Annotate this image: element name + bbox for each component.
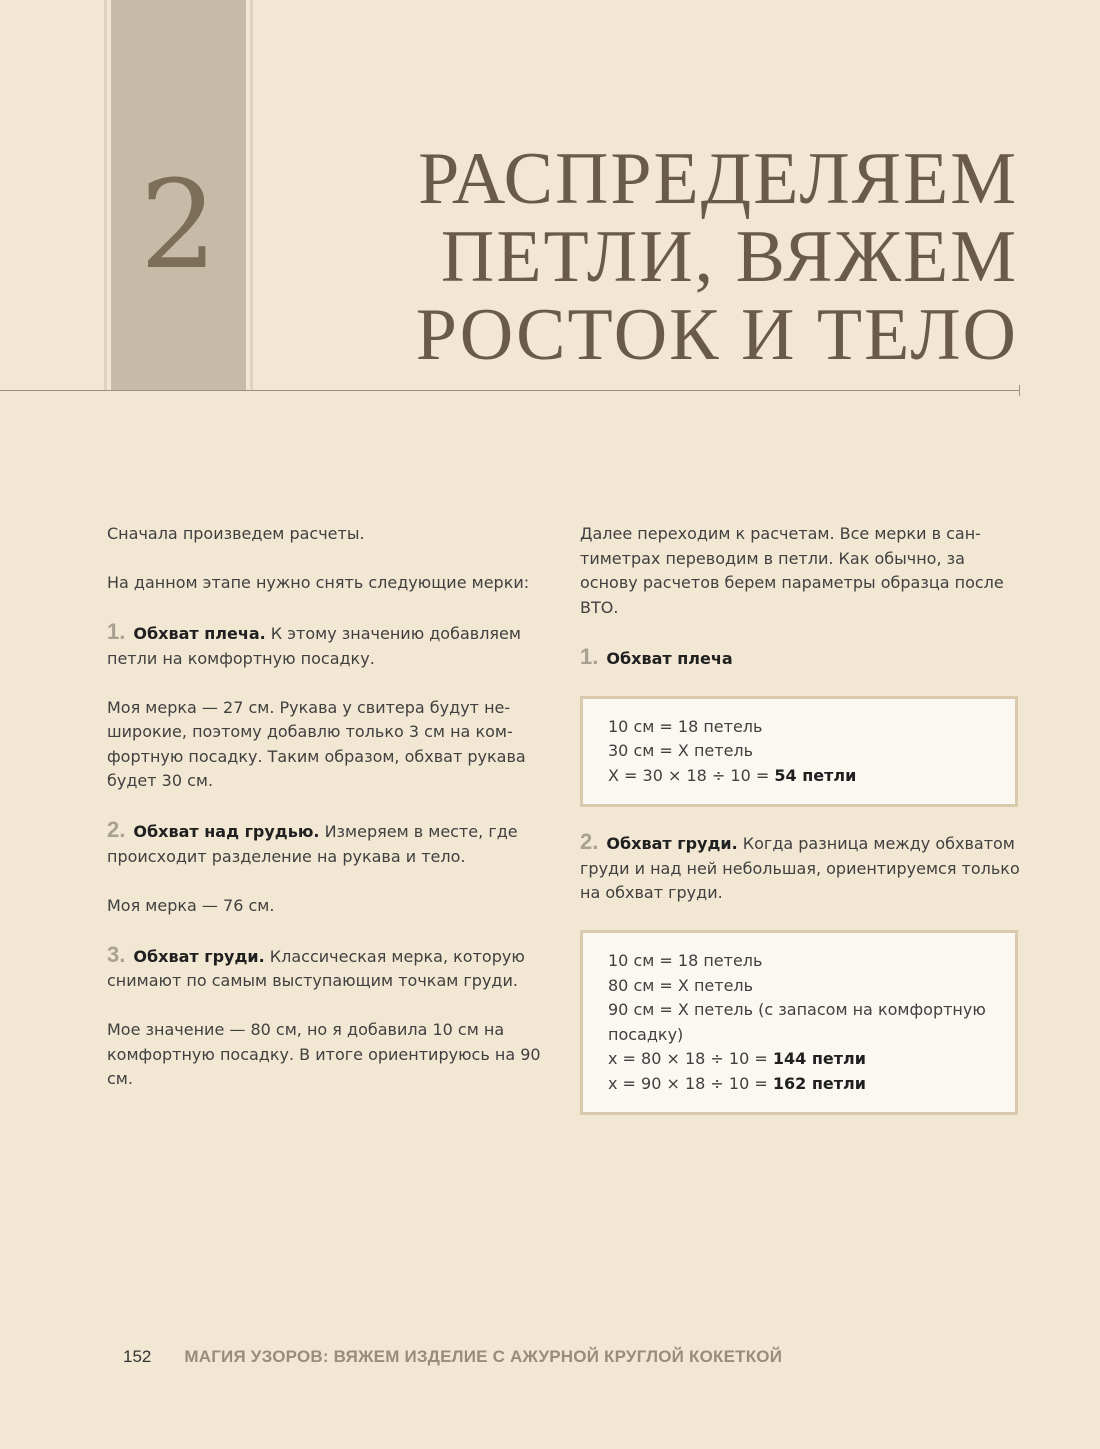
chapter-title-line-1: РАСПРЕДЕЛЯЕМ xyxy=(418,138,1018,220)
calc-result-line xyxy=(608,1047,991,1072)
item-number: 2. xyxy=(107,817,126,842)
calc-result: 144 петли xyxy=(772,1049,866,1068)
page-footer xyxy=(123,1345,782,1369)
item-number: 1. xyxy=(107,619,126,644)
measure-item-1 xyxy=(107,620,549,671)
chapter-title-line-3: РОСТОК И ТЕЛО xyxy=(415,294,1018,376)
chapter-stripe-left xyxy=(104,0,107,390)
chapter-title-line-2: ПЕТЛИ, ВЯЖЕМ xyxy=(440,216,1018,298)
calc-result: 54 петли xyxy=(774,765,857,785)
item-text: Классическая мерка, которую снимают по самым выступающим точкам груди. xyxy=(107,946,525,990)
item-text: Измеряем в месте, где происходит разделение на рукава и тело. xyxy=(107,822,518,866)
chapter-title xyxy=(416,140,1018,374)
measure-item-2 xyxy=(107,818,549,869)
chapter-stripe-right xyxy=(250,0,253,390)
right-column xyxy=(580,522,1022,1138)
calc-result: 162 петли xyxy=(772,1073,866,1093)
measures-intro-paragraph: На данном этапе нужно снять следующие мерки: xyxy=(107,573,530,592)
item-title: Обхват плеча xyxy=(606,648,733,668)
calc-line: 80 см = X петель xyxy=(608,975,754,995)
measure-item-3 xyxy=(107,943,549,994)
calc-line: 10 см = 18 петель xyxy=(608,951,763,970)
calc-item-1-heading xyxy=(580,645,1022,672)
calc-result-line xyxy=(608,1072,991,1097)
left-column xyxy=(107,522,549,1116)
calc-result-line xyxy=(608,764,991,789)
item-number: 2. xyxy=(580,829,599,854)
calc-box-chest xyxy=(580,930,1018,1115)
calc-item-2-heading xyxy=(580,830,1022,906)
chapter-number: 2 xyxy=(139,154,218,296)
measure-note-2: Моя мерка — 76 см. xyxy=(107,895,275,915)
calculation-intro: Далее переходим к расчетам. Все мерки в сантиметрах переводим в петли. Как обычно, за основу расчетов берем параметры образца после ВТО. xyxy=(580,524,1004,617)
calc-formula: x = 80 × 18 ÷ 10 = xyxy=(608,1049,773,1068)
item-number: 1. xyxy=(580,643,599,669)
calc-box-shoulder xyxy=(580,696,1018,808)
measure-note-1: Моя мерка — 27 см. Рукава у свитера будут неширокие, поэтому добавлю только 3 см на комфортную посадку. Таким образом, обхват рукава будет 30 см. xyxy=(107,697,526,790)
intro-paragraph: Сначала произведем расчеты. xyxy=(107,524,365,543)
measure-note-3: Мое значение — 80 см, но я добавила 10 см на комфортную посадку. В итоге ориентируюсь на 90 см. xyxy=(107,1020,541,1088)
item-title: Обхват груди. xyxy=(133,946,265,966)
item-number: 3. xyxy=(107,941,126,967)
item-text: Когда разница между обхватом груди и над ней небольшая, ориентируемся только на обхват груди. xyxy=(580,834,1020,902)
calc-line: 90 см = X петель (с запасом на комфортную посадку) xyxy=(608,1000,986,1044)
item-text: К этому значению добавляем петли на комфортную посадку. xyxy=(107,624,521,668)
header-divider xyxy=(0,390,1020,391)
item-title: Обхват плеча. xyxy=(133,624,266,643)
item-title: Обхват груди. xyxy=(606,834,738,853)
running-title: МАГИЯ УЗОРОВ: ВЯЖЕМ ИЗДЕЛИЕ С АЖУРНОЙ КРУГЛОЙ КОКЕТКОЙ xyxy=(184,1347,783,1366)
calc-formula: x = 90 × 18 ÷ 10 = xyxy=(608,1073,773,1093)
calc-line: 10 см = 18 петель xyxy=(608,716,763,736)
page-number: 152 xyxy=(123,1347,152,1366)
item-title: Обхват над грудью. xyxy=(133,822,320,841)
calc-line: 30 см = X петель xyxy=(608,741,754,760)
calc-formula: X = 30 × 18 ÷ 10 = xyxy=(608,765,775,785)
header-divider-end-tick xyxy=(1019,385,1020,396)
